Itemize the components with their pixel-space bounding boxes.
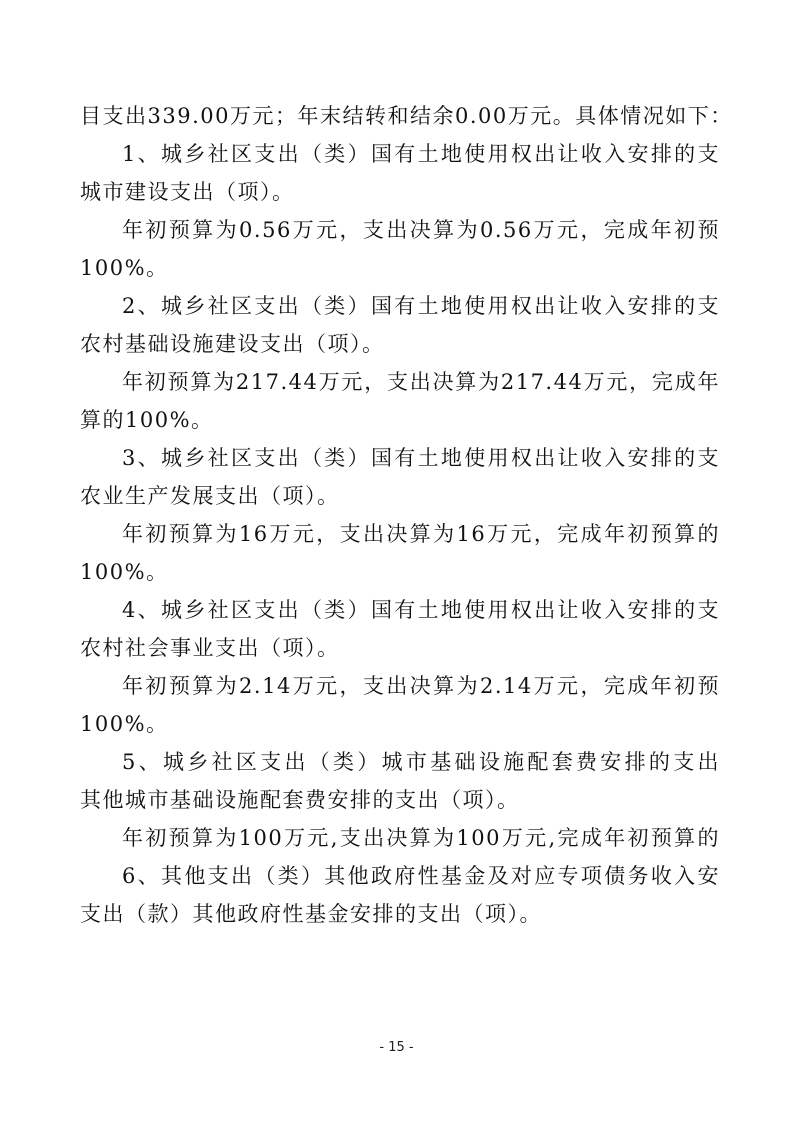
text-line: 2、城乡社区支出（类）国有土地使用权出让收入安排的支: [122, 294, 720, 318]
document-body: [80, 97, 733, 933]
text-line: 农村社会事业支出（项）。: [80, 636, 340, 660]
text-line: 100%。: [80, 560, 169, 584]
text-line: 年初预算为0.56万元，支出决算为0.56万元，完成年初预: [122, 218, 720, 242]
text-line: 支出（款）其他政府性基金安排的支出（项）。: [80, 902, 542, 926]
text-line: 其他城市基础设施配套费安排的支出（项）。: [80, 788, 520, 812]
text-line: 1、城乡社区支出（类）国有土地使用权出让收入安排的支: [122, 142, 720, 166]
page-number: - 15 -: [379, 1040, 414, 1055]
text-line: 5、城乡社区支出（类）城市基础设施配套费安排的支出: [122, 750, 720, 774]
text-line: 100%。: [80, 256, 169, 280]
text-line: 年初预算为2.14万元，支出决算为2.14万元，完成年初预: [122, 674, 720, 698]
text-line: 年初预算为100万元,支出决算为100万元,完成年初预算的: [122, 826, 720, 850]
text-line: 6、其他支出（类）其他政府性基金及对应专项债务收入安: [122, 864, 720, 888]
text-line: 农业生产发展支出（项）。: [80, 484, 340, 508]
text-line: 算的100%。: [80, 408, 214, 432]
text-line: 年初预算为217.44万元，支出决算为217.44万元，完成年: [122, 370, 720, 394]
text-line: 100%。: [80, 712, 169, 736]
text-line: 4、城乡社区支出（类）国有土地使用权出让收入安排的支: [122, 598, 720, 622]
text-line: 城市建设支出（项）。: [80, 180, 295, 204]
text-line: 3、城乡社区支出（类）国有土地使用权出让收入安排的支: [122, 446, 720, 470]
text-line: 农村基础设施建设支出（项）。: [80, 332, 385, 356]
text-line: 年初预算为16万元，支出决算为16万元，完成年初预算的: [122, 522, 720, 546]
text-line: 目支出339.00万元；年末结转和结余0.00万元。具体情况如下：: [80, 104, 733, 128]
